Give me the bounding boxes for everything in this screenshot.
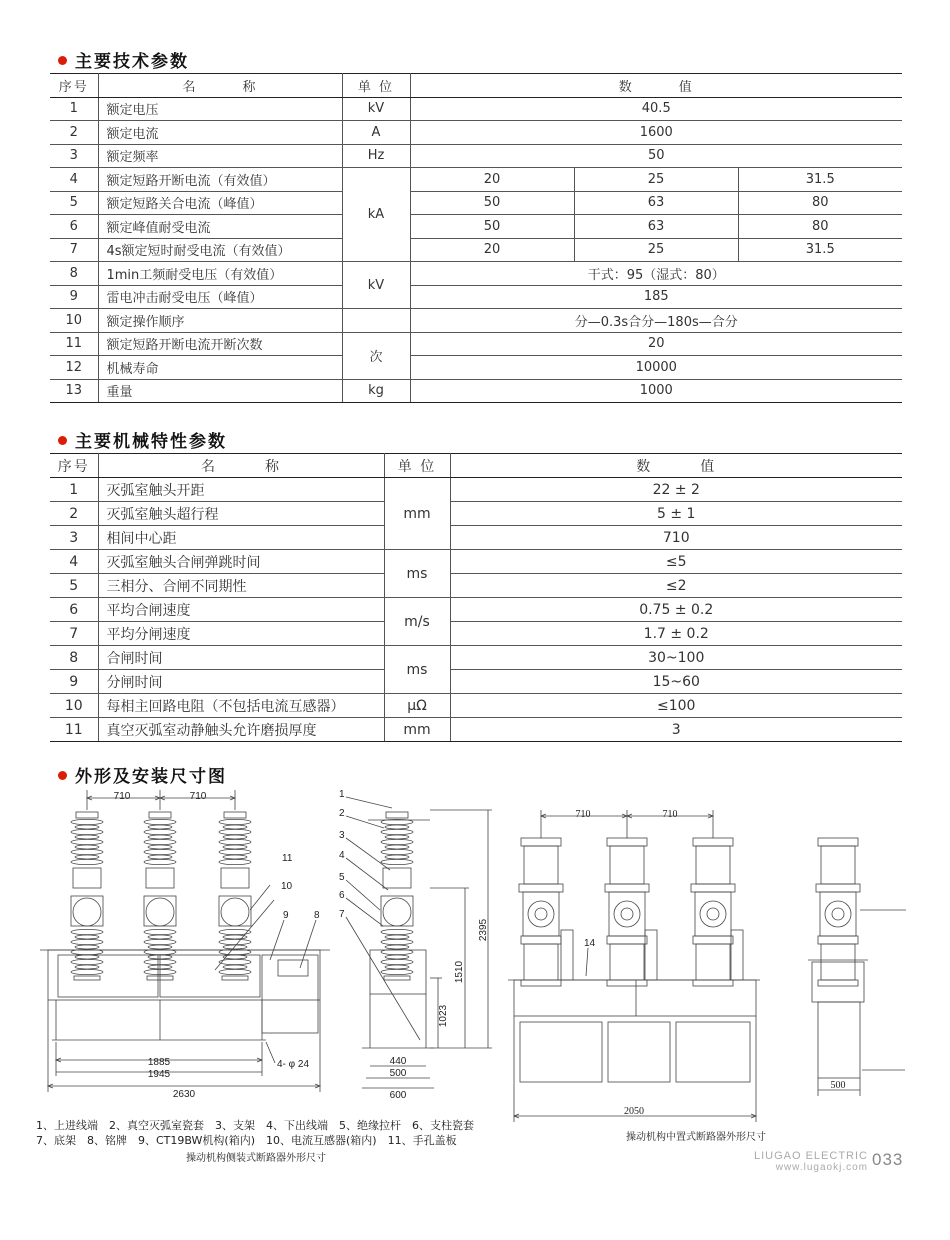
footer-brand [754,1150,868,1173]
table-row: 3 额定频率 Hz 50 [50,144,902,168]
dim-2050: 2050 [624,1106,644,1117]
table-row: 11 真空灭弧室动静触头允许磨损厚度 mm 3 [50,718,902,742]
dim-1945: 1945 [147,1069,171,1080]
header-name: 名 称 [98,74,342,98]
table-row: 2 额定电流 A 1600 [50,121,902,145]
callout-6: 6 [339,890,345,901]
dim-500-right: 500 [830,1080,846,1091]
header-no: 序号 [50,454,98,478]
red-bullet-icon [58,771,67,780]
table-header-row [50,454,902,478]
front-view-drawing [40,790,330,1092]
table-row: 12 机械寿命 10000 [50,356,902,380]
table-header-row [50,74,902,98]
pole-r3 [691,838,735,986]
page-number: 033 [872,1150,904,1169]
dim-710-r-left: 710 [575,809,591,820]
header-no: 序号 [50,74,98,98]
dim-holes: 4- φ 24 [277,1059,310,1070]
dimension-drawings [0,780,950,1117]
table-row: 5 额定短路关合电流（峰值） 50 63 80 [50,191,902,215]
table-row: 9 雷电冲击耐受电压（峰值） 185 [50,285,902,309]
table-row: 1 灭弧室触头开距 mm 22 ± 2 [50,478,902,502]
callout-4: 4 [339,850,345,861]
table-row: 2 灭弧室触头超行程 5 ± 1 [50,502,902,526]
section-title-mech-params: 主要机械特性参数 [58,427,227,452]
header-value: 数 值 [410,74,902,98]
callout-3: 3 [339,830,345,841]
callout-2: 2 [339,808,345,819]
table-row: 13 重量 kg 1000 [50,379,902,403]
red-bullet-icon [58,436,67,445]
dim-2630: 2630 [172,1089,196,1100]
callout-5: 5 [339,872,345,883]
table-row: 7 平均分闸速度 1.7 ± 0.2 [50,622,902,646]
dim-1023: 1023 [438,1004,449,1028]
section-title-tech-params: 主要技术参数 [58,47,189,72]
header-unit: 单 位 [384,454,450,478]
side-pole [381,812,413,980]
table-row: 8 1min工频耐受电压（有效值） kV 干式：95（湿式：80） [50,262,902,286]
callout-10: 10 [281,881,293,892]
header-unit: 单 位 [342,74,410,98]
mech-params-table [50,453,902,742]
callout-7: 7 [339,909,345,920]
dim-710-right: 710 [189,791,207,802]
dim-710-r-right: 710 [662,809,678,820]
caption-side-mounted: 操动机构侧装式断路器外形尺寸 [186,1153,326,1164]
table-row: 11 额定短路开断电流开断次数 次 20 [50,332,902,356]
callout-11: 11 [282,853,293,864]
table-row: 8 合闸时间 ms 30~100 [50,646,902,670]
header-name: 名 称 [98,454,384,478]
legend-line-2: 7、底架 8、铭牌 9、CT19BW机构(箱内) 10、电流互感器(箱内) 11、手孔盖板 [36,1134,457,1147]
table-row: 10 每相主回路电阻（不包括电流互感器） μΩ ≤100 [50,694,902,718]
brand-name: LIUGAO ELECTRIC [753,1150,868,1162]
dim-710-left: 710 [113,791,131,802]
brand-url: www.lugaokj.com [775,1162,868,1173]
dim-1885: 1885 [147,1057,171,1068]
legend-line-1: 1、上进线端 2、真空灭弧室瓷套 3、支架 4、下出线端 5、绝缘拉杆 6、支柱瓷套 [36,1119,474,1132]
section-title-dimensions: 外形及安装尺寸图 [58,762,227,787]
callout-14: 14 [584,938,596,949]
table-row: 7 4s额定短时耐受电流（有效值） 20 25 31.5 [50,238,902,262]
pole-r1 [519,838,563,986]
table-row: 4 额定短路开断电流（有效值） kA 20 25 31.5 [50,168,902,192]
dim-600: 600 [389,1090,407,1101]
callout-8: 8 [314,910,320,921]
table-row: 6 额定峰值耐受电流 50 63 80 [50,215,902,239]
pole-r2 [605,838,649,986]
dim-1510: 1510 [454,960,465,984]
dim-440: 440 [389,1056,407,1067]
table-row: 9 分闸时间 15~60 [50,670,902,694]
side-view-drawing [346,797,492,1088]
callout-9: 9 [283,910,289,921]
table-row: 10 额定操作顺序 分—0.3s合分—180s—合分 [50,309,902,333]
red-bullet-icon [58,56,67,65]
center-side-view-drawing [808,838,906,1096]
table-row: 1 额定电压 kV 40.5 [50,97,902,121]
table-row: 4 灭弧室触头合闸弹跳时间 ms ≤5 [50,550,902,574]
center-mechanism-drawing [508,810,760,1122]
dim-2395: 2395 [478,918,489,942]
table-row: 6 平均合闸速度 m/s 0.75 ± 0.2 [50,598,902,622]
header-value: 数 值 [450,454,902,478]
dim-500: 500 [389,1068,407,1079]
tech-params-table [50,73,902,403]
callout-1: 1 [339,789,345,800]
table-row: 3 相间中心距 710 [50,526,902,550]
caption-center-mounted: 操动机构中置式断路器外形尺寸 [626,1132,766,1143]
table-row: 5 三相分、合闸不同期性 ≤2 [50,574,902,598]
